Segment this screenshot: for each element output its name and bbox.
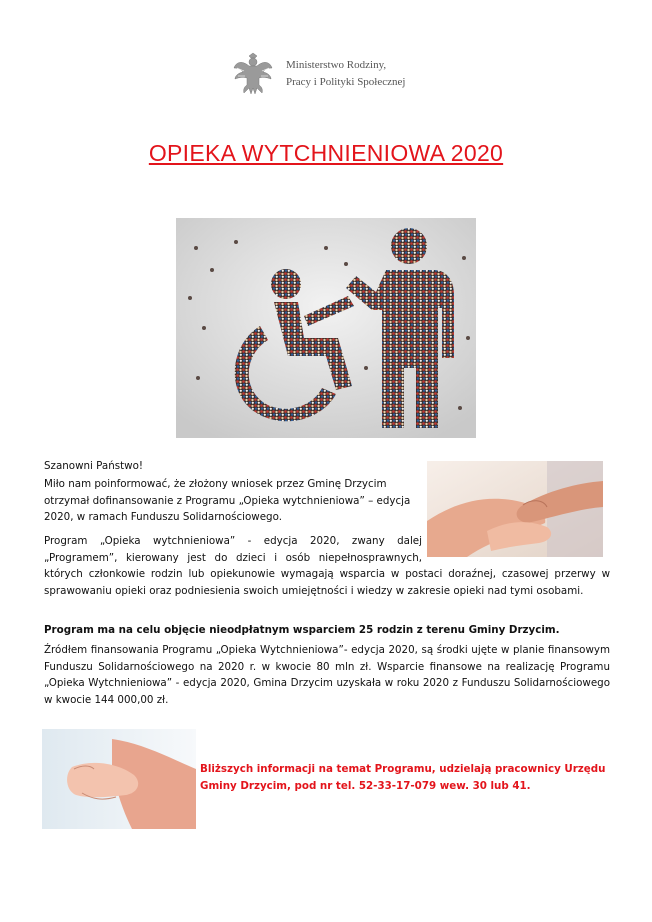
greeting: Szanowni Państwo! — [44, 460, 143, 472]
adult-holding-baby-hand-image — [42, 729, 196, 829]
paragraph-program-description-container — [44, 533, 610, 599]
paragraph-financing-source: Źródłem finansowania Programu „Opieka Wytchnieniowa”- edycja 2020, są środki ujęte w planie finansowym Funduszu Solidarnościowego na 2020 r. w kwocie 80 mln zł. Wsparcie finansowe na realizację Programu „Opieka Wytchnieniowa” - edycja 2020, Gmina Drzycim uzyskała w roku 2020 z Funduszu Solidarnościowego w kwocie 144 000,00 zł. — [44, 644, 610, 706]
contact-info: Bliższych informacji na temat Programu, udzielają pracownicy Urzędu Gminy Drzycim, pod nr tel. 52-33-17-079 wew. 30 lub 41. — [200, 763, 606, 792]
crowd-forming-wheelchair-and-person-image — [176, 218, 476, 438]
program-goal: Program ma na celu objęcie nieodpłatnym wsparciem 25 rodzin z terenu Gminy Drzycim. — [44, 624, 560, 636]
ministry-name-line2: Pracy i Polityki Społecznej — [286, 76, 406, 88]
paragraph-program-description: Program „Opieka wytchnieniowa” - edycja 2020, zwany dalej „Programem”, kierowany jest do dzieci i osób niepełnosprawnych, których członkowie rodzin lub opiekunowie wymagają wsparcia w postaci doraźnej, czasowej przerwy w sprawowaniu opieki oraz podniesienia swoich umiejętności i wiedzy w zakresie opieki nad tymi osobami. — [44, 535, 610, 597]
ministry-name — [286, 57, 405, 91]
page-title: OPIEKA WYTCHNIENIOWA 2020 — [148, 140, 504, 166]
eagle-emblem-icon — [232, 52, 274, 96]
ministry-name-line1: Ministerstwo Rodziny, — [286, 59, 387, 71]
paragraph-funding-info: Miło nam poinformować, że złożony wniosek przez Gminę Drzycim otrzymał dofinansowanie z Programu „Opieka wytchnieniowa” – edycja 2020, w ramach Funduszu Solidarnościowego. — [44, 478, 411, 523]
